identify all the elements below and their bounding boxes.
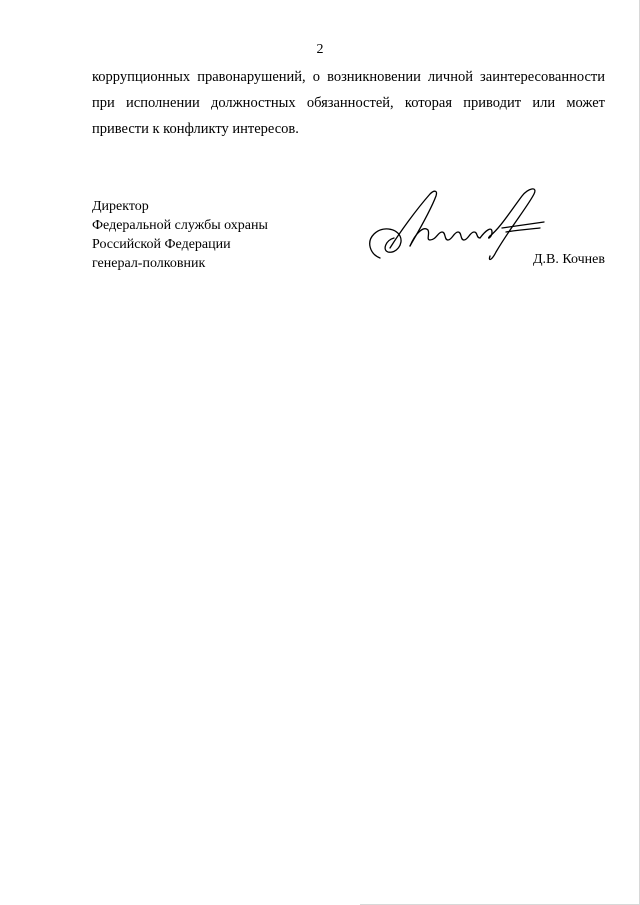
paragraph-line: при исполнении должностных обязанностей, которая приводит или может bbox=[92, 95, 605, 111]
signatory-position: Директор bbox=[92, 199, 149, 214]
handwritten-signature bbox=[360, 182, 550, 266]
body-paragraph bbox=[92, 64, 605, 142]
signatory-title-block bbox=[92, 197, 268, 273]
paragraph-line: привести к конфликту интересов. bbox=[92, 121, 299, 137]
signatory-name: Д.В. Кочнев bbox=[532, 252, 605, 267]
paragraph-line: коррупционных правонарушений, о возникновении личной заинтересованности bbox=[92, 69, 605, 85]
signatory-organization: Федеральной службы охраны bbox=[92, 218, 268, 233]
signatory-rank: генерал-полковник bbox=[92, 256, 206, 271]
page-number: 2 bbox=[316, 42, 324, 57]
signatory-country: Российской Федерации bbox=[92, 237, 231, 252]
